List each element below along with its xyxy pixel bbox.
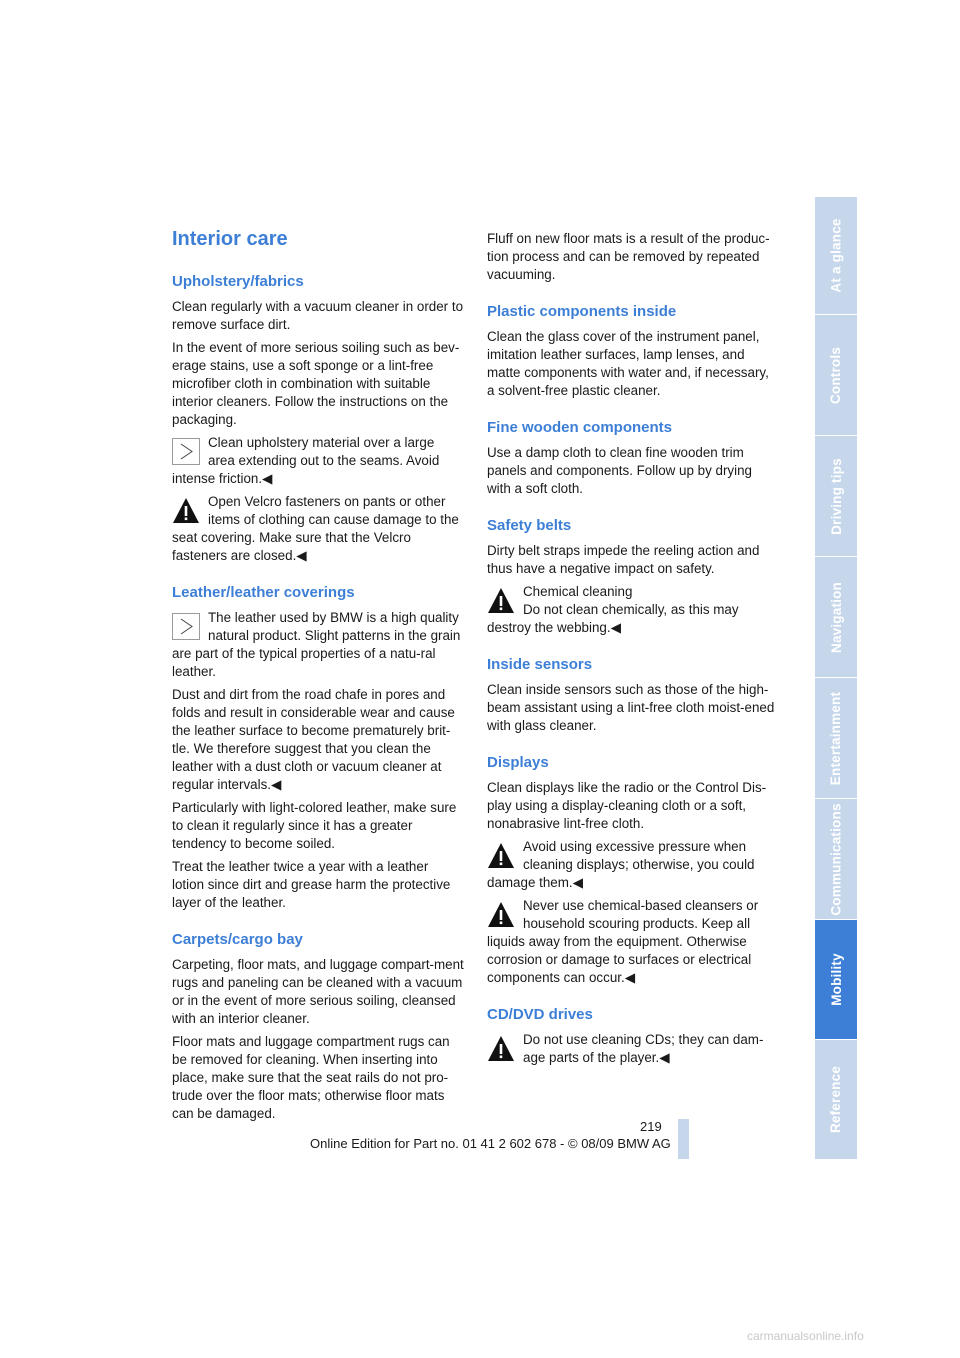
- heading-leather: Leather/leather coverings: [172, 584, 355, 601]
- warning-block: [487, 1031, 779, 1067]
- heading-wood: Fine wooden components: [487, 419, 673, 436]
- note-text: Clean upholstery material over a large area extending out to the seams. Avoid intense friction.◀: [172, 435, 440, 486]
- warning-text: Do not use cleaning CDs; they can dam-age parts of the player.◀: [523, 1032, 764, 1065]
- tab-label: Communications: [828, 802, 844, 916]
- paragraph: Clean the glass cover of the instrument panel, imitation leather surfaces, lamp lenses, and matte components with water and, if necessary, a solvent-free plastic cleaner.: [487, 329, 769, 398]
- tab-label: Navigation: [828, 581, 844, 653]
- paragraph: Fluff on new floor mats is a result of the produc-tion process and can be removed by repeated vacuuming.: [487, 231, 770, 282]
- paragraph: In the event of more serious soiling such as bev-erage stains, use a soft sponge or a lint-free microfiber cloth in combination with suitable interior cleaners. Follow the instructions on the packaging.: [172, 340, 460, 427]
- left-column: [172, 226, 464, 1128]
- warning-block: [172, 493, 464, 565]
- heading-upholstery: Upholstery/fabrics: [172, 273, 304, 290]
- paragraph: Clean displays like the radio or the Control Dis-play using a display-cleaning cloth or a soft, nonabrasive lint-free cloth.: [487, 780, 767, 831]
- tab-label: Mobility: [828, 953, 844, 1006]
- paragraph: Dirty belt straps impede the reeling action and thus have a negative impact on safety.: [487, 543, 760, 576]
- note-block: [172, 609, 464, 681]
- warning-block: [487, 897, 779, 987]
- warning-text: [487, 583, 779, 637]
- paragraph: Use a damp cloth to clean fine wooden trim panels and components. Follow up by drying with a soft cloth.: [487, 445, 752, 496]
- watermark: carmanualsonline.info: [747, 1329, 864, 1343]
- warning-title: Chemical cleaning: [523, 584, 633, 599]
- page-number: 219: [640, 1119, 662, 1134]
- warning-icon: [487, 1035, 515, 1062]
- tab-at-a-glance[interactable]: [815, 197, 857, 315]
- warning-text: Avoid using excessive pressure when cleaning displays; otherwise, you could damage them.◀: [487, 839, 755, 890]
- warning-text: Never use chemical-based cleansers or household scouring products. Keep all liquids away from the equipment. Otherwise corrosion or damage to surfaces or electrical components can occur.◀: [487, 898, 759, 985]
- right-column: [487, 230, 779, 1072]
- note-arrow-icon: [172, 613, 200, 640]
- heading-sensors: Inside sensors: [487, 656, 593, 673]
- note-block: [172, 434, 464, 488]
- warning-body: Do not clean chemically, as this may destroy the webbing.◀: [487, 602, 739, 635]
- tab-label: Entertainment: [828, 691, 844, 785]
- paragraph: Treat the leather twice a year with a leather lotion since dirt and grease harm the protective layer of the leather.: [172, 859, 451, 910]
- warning-block: [487, 838, 779, 892]
- tab-label: Controls: [828, 346, 844, 404]
- paragraph: Carpeting, floor mats, and luggage compart-ment rugs and paneling can be cleaned with a vacuum or in the event of more serious soiling, cleansed with an interior cleaner.: [172, 957, 464, 1026]
- paragraph: Floor mats and luggage compartment rugs can be removed for cleaning. When inserting into place, make sure that the seat rails do not pro-trude over the floor mats; otherwise floor mats can be damaged.: [172, 1034, 450, 1121]
- paragraph: Clean regularly with a vacuum cleaner in order to remove surface dirt.: [172, 299, 464, 332]
- paragraph: Dust and dirt from the road chafe in pores and folds and result in considerable wear and cause the leather surface to become prematurely brit-tle. We therefore suggest that you clean the leather with a dust cloth or vacuum cleaner at regular intervals.◀: [172, 687, 455, 792]
- tab-entertainment[interactable]: [815, 678, 857, 799]
- heading-displays: Displays: [487, 754, 549, 771]
- warning-icon: [172, 497, 200, 524]
- paragraph: Particularly with light-colored leather, make sure to clean it regularly since it has a greater tendency to become soiled.: [172, 800, 457, 851]
- note-text: The leather used by BMW is a high quality natural product. Slight patterns in the grain are part of the typical properties of a natu-ral leather.: [172, 610, 461, 679]
- warning-icon: [487, 587, 515, 614]
- edition-footer: Online Edition for Part no. 01 41 2 602 678 - © 08/09 BMW AG: [310, 1136, 671, 1151]
- page-title: Interior care: [172, 228, 288, 250]
- page-marker: [678, 1119, 689, 1159]
- tab-reference[interactable]: [815, 1040, 857, 1159]
- heading-belts: Safety belts: [487, 517, 572, 534]
- tab-label: At a glance: [828, 218, 844, 293]
- tab-navigation[interactable]: [815, 557, 857, 678]
- chapter-sidebar: [815, 197, 857, 1159]
- tab-mobility[interactable]: [815, 920, 857, 1040]
- tab-driving-tips[interactable]: [815, 436, 857, 557]
- warning-text: Open Velcro fasteners on pants or other items of clothing can cause damage to the seat covering. Make sure that the Velcro fasteners are closed.◀: [172, 494, 459, 563]
- tab-communications[interactable]: [815, 799, 857, 920]
- warning-icon: [487, 901, 515, 928]
- heading-plastic: Plastic components inside: [487, 303, 677, 320]
- note-arrow-icon: [172, 438, 200, 465]
- heading-cd: CD/DVD drives: [487, 1006, 593, 1023]
- tab-controls[interactable]: [815, 315, 857, 436]
- warning-icon: [487, 842, 515, 869]
- tab-label: Reference: [828, 1065, 844, 1134]
- warning-block: [487, 583, 779, 637]
- paragraph: Clean inside sensors such as those of the high-beam assistant using a lint-free cloth moist-ened with glass cleaner.: [487, 682, 775, 733]
- heading-carpets: Carpets/cargo bay: [172, 931, 303, 948]
- tab-label: Driving tips: [828, 457, 844, 535]
